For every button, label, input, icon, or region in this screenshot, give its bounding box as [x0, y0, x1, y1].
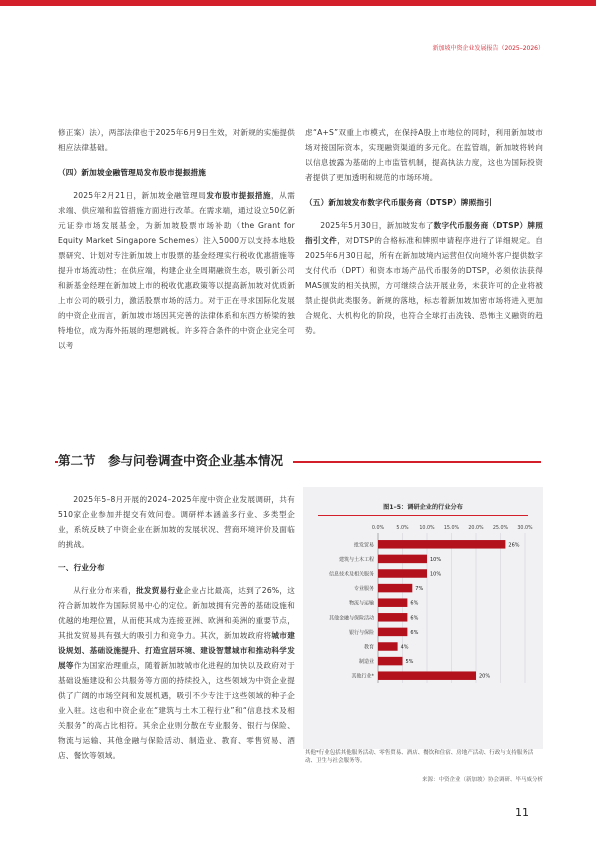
- bar: [378, 642, 398, 651]
- chart-source: 来源：中资企业（新加坡）协会调研、毕马威分析: [421, 777, 543, 783]
- paragraph: 修正案）法），两部法律也于2025年6月9日生效，对新规的实施提供相应法律基础。: [58, 128, 295, 152]
- text-run: ，从需求端、供应端和监管措施方面进行改革。在需求端，通过设立50亿新元证券市场发展基金，为新加坡股票市场补助（the Grant for Equity Market Singapore Schemes）注入5000万以支持本地股票研究、计划对专注新加坡上市股票的基金经理实行税收优惠措施等提升市场流动性；在供应端，构建企业全周期融资生态，吸引新公司和新基金经理在新加坡上市的税收优惠政策等以提高新加坡对优质新上市公司的吸引力，激活股票市场的活力。对于正在寻求国际化发展的中资企业而言，新加坡市场因其完善的法律体系和东西方桥梁的独特地位，成为海外拓展的理想跳板。许多符合条件的中资企业完全可以考: [58, 191, 295, 350]
- bold-text: 数字代币服务商（DTSP）牌照指引文件: [305, 221, 543, 245]
- text-run: 2025年5月30日，新加坡发布了: [320, 221, 434, 230]
- paragraph: [58, 583, 295, 763]
- running-header: 新加坡中资企业发展报告（2025–2026）: [432, 45, 544, 52]
- text-run: 从行业分布来看，: [73, 586, 137, 595]
- text-run: ，对DTSP的合格标准和牌照申请程序进行了详细规定。自2025年6月30日起，所有在新加坡境内运营但仅向境外客户提供数字支付代币（DPT）和资本市场产品代币服务的DTSP，必须依法获得MAS颁发的相关执照，方可继续合法开展业务，未获许可的企业将被禁止提供此类服务。新规的落地，标志着新加坡加密市场将进入更加合规化、大机构化的阶段，也符合全球打击洗钱、恐怖主义融资的趋势。: [305, 236, 543, 335]
- bar: [378, 671, 476, 680]
- x-tick-label: 25.0%: [492, 526, 509, 531]
- bold-text: 发布股市提振措施: [206, 191, 272, 200]
- chart-note: 其他*行业包括其他服务活动、零售贸易、酒店、餐饮和住宿、房地产活动、行政与支持服务活动、卫生与社会服务等。: [305, 750, 534, 764]
- category-label: 教育: [363, 644, 374, 651]
- bar: [378, 598, 407, 607]
- data-label: 4%: [400, 644, 409, 651]
- x-tick-label: 30.0%: [517, 526, 533, 531]
- category-label: 信息技术及相关服务: [328, 571, 374, 578]
- bar: [378, 628, 407, 637]
- category-label: 银行与保险: [348, 629, 374, 636]
- section-heading: [0, 450, 596, 477]
- category-label: 其他行业*: [351, 673, 374, 680]
- chart-panel: [303, 487, 543, 749]
- right-column-top: [305, 125, 543, 342]
- category-label: 批发贸易: [353, 542, 374, 549]
- x-tick-label: 15.0%: [443, 526, 460, 531]
- x-tick-label: 0.0%: [371, 526, 385, 531]
- category-label: 其他金融与保险活动: [328, 615, 374, 622]
- bar: [378, 584, 412, 593]
- subheading: （四）新加坡金融管理局发布股市提振措施: [58, 168, 207, 177]
- bar: [378, 540, 505, 549]
- paragraph: [305, 218, 543, 338]
- data-label: 6%: [410, 600, 419, 607]
- data-label: 26%: [508, 542, 520, 549]
- x-tick-label: 20.0%: [468, 526, 484, 531]
- bold-text: 城市建设规划、基础设施提升、打造宜居环境、建设智慧城市和推动科学发展等: [58, 631, 295, 670]
- text-run: 作为国家治理重点，随着新加坡城市化进程的加快以及政府对于基础设施建设和公共服务等方面的持续投入，这些领域为中资企业提供了广阔的市场空间和发展机遇，吸引不少专注于这些领域的种子企业入驻。这也和中资企业在“建筑与土木工程行业”和“信息技术及相关服务”的高占比相符。其余企业则分散在专业服务、银行与保险、物流与运输、其他金融与保险活动、制造业、教育、零售贸易、酒店、餐饮等领域。: [58, 661, 295, 760]
- bar: [378, 613, 407, 622]
- text-run: 企业占比最高，达到了26%，这符合新加坡作为国际贸易中心的定位。新加坡拥有完善的基础设施和优越的地理位置，从而使其成为连接亚洲、欧洲和美洲的重要节点，其批发贸易具有强大的吸引力和竞争力。其次，新加坡政府将: [58, 586, 295, 640]
- category-label: 专业服务: [353, 586, 374, 593]
- bar: [378, 657, 403, 666]
- paragraph: [58, 188, 295, 353]
- bold-text: 批发贸易行业: [136, 586, 184, 595]
- top-accent-bar: [0, 0, 596, 6]
- data-label: 20%: [479, 673, 491, 680]
- category-label: 物流与运输: [348, 600, 374, 607]
- x-tick-label: 5.0%: [396, 526, 409, 531]
- bar: [378, 569, 427, 578]
- bar: [378, 555, 427, 564]
- data-label: 5%: [405, 659, 414, 666]
- paragraph: 2025年5–8月开展的2024–2025年度中资企业发展调研，共有510家企业参加并提交有效问卷。调研样本涵盖多行业、多类型企业，系统反映了中资企业在新加坡的发展状况、营商环境评价及面临的挑战。: [58, 495, 295, 549]
- x-tick-label: 10.0%: [419, 526, 435, 531]
- data-label: 6%: [410, 629, 419, 636]
- left-column-bottom: [58, 492, 295, 767]
- section-title: 第二节 参与问卷调查中资企业基本情况: [58, 450, 293, 472]
- subheading: （五）新加坡发布数字代币服务商（DTSP）牌照指引: [305, 198, 492, 207]
- text-run: 2025年2月21日，新加坡金融管理局: [73, 191, 207, 200]
- page-number: 11: [515, 806, 529, 819]
- paragraph: 虑“A+S”双重上市模式，在保持A股上市地位的同时，利用新加坡市场对接国际资本，实现融资渠道的多元化。在监管端，新加坡将转向以信息披露为基础的上市监管机制，提高执法力度，这也为国际投资者提供了更加透明和规范的市场环境。: [305, 128, 543, 182]
- left-column-top: [58, 125, 295, 357]
- data-label: 10%: [430, 556, 442, 563]
- data-label: 7%: [415, 586, 424, 593]
- category-label: 建筑与土木工程: [338, 556, 374, 563]
- chart-title: 图1–5：调研企业的行业分布: [383, 504, 463, 511]
- data-label: 6%: [410, 615, 419, 622]
- category-label: 制造业: [358, 659, 374, 666]
- bar-chart: [303, 487, 543, 749]
- data-label: 10%: [430, 571, 442, 578]
- subheading: 一、行业分布: [58, 563, 105, 572]
